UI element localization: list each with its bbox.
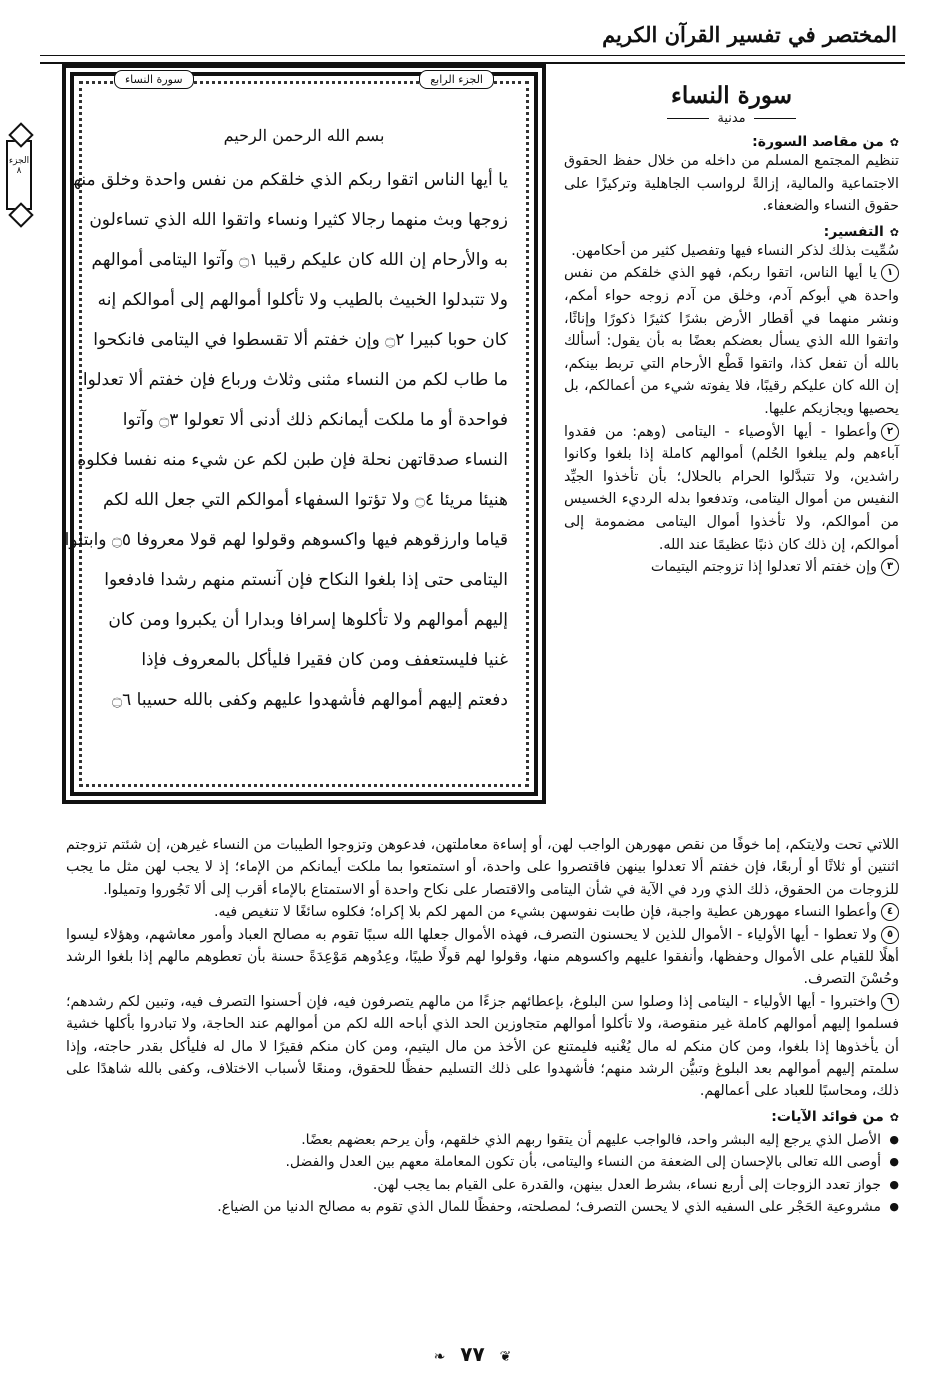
verse-number-badge: ٢ [881, 423, 899, 441]
quran-line: اليتامى حتى إذا بلغوا النكاح فإن آنستم منهم رشدا فادفعوا [104, 570, 508, 590]
benefits-heading-text: من فوائد الآيات: [771, 1108, 884, 1125]
quran-line: دفعتم إليهم أموالهم فأشهدوا عليهم وكفى بالله حسيبا ۝٦ [112, 690, 508, 710]
verse-4-text: وأعطوا النساء مهورهن عطية واجبة، فإن طابت نفوسهن بشيء من المهر لكم بلا إكراه؛ فكلوه سائغًا لا تنغيص فيه. [213, 904, 877, 921]
quran-line: ما طاب لكم من النساء مثنى وثلاث ورباع فإن خفتم ألا تعدلوا [82, 370, 508, 390]
quran-line: فواحدة أو ما ملكت أيمانكم ذلك أدنى ألا تعولوا ۝٣ وآتوا [122, 410, 508, 430]
quran-line: قياما وارزقوهم فيها واكسوهم وقولوا لهم قولا معروفا ۝٥ وابتلوا [64, 530, 508, 550]
benefit-item: ● الأصل الذي يرجع إليه البشر واحد، فالواجب عليهم أن يتقوا ربهم الذي خلقهم، وأن يرحم بعضهم بعضًا. [66, 1129, 899, 1151]
juz-label: الجزء الرابع [419, 70, 494, 89]
benefit-item: ● أوصى الله تعالى بالإحسان إلى الضعفة من النساء واليتامى، بأن تكون المعاملة معهم بين العدل والفضل. [66, 1151, 899, 1173]
verse-2-text: وأعطوا - أيها الأوصياء - اليتامى (وهم: من فقدوا آباءهم ولم يبلغوا الحُلم) أموالهم كاملة إذا بلغوا وكانوا راشدين، ولا تتبدَّلوا الحرام بالحلال؛ بأن تأخذوا الجيِّد النفيس من أموال اليتامى، وتدفعوا بدله الرديء الخسيس من أموالكم، ولا تأخذوا أموال اليتامى مضمومة إلى أموالكم، إن ذلك كان ذنبًا عظيمًا عند الله. [564, 423, 899, 553]
book-title: المختصر في تفسير القرآن الكريم [602, 22, 897, 47]
verse-3-tafsir-start [564, 556, 899, 579]
quran-line: زوجها وبث منهما رجالا كثيرا ونساء واتقوا الله الذي تساءلون [89, 210, 508, 230]
objectives-heading-text: من مقاصد السورة: [752, 134, 884, 150]
verse-number-badge: ٤ [881, 903, 899, 921]
benefits-list [66, 1129, 899, 1219]
quran-line: هنيئا مريئا ۝٤ ولا تؤتوا السفهاء أموالكم التي جعل الله لكم [102, 490, 508, 510]
verse-1-text: يا أيها الناس، اتقوا ربكم، فهو الذي خلقكم من نفس واحدة هي أبوكم آدم، وخلق من آدم زوجه حواء أمكم، ونشر منهما في أقطار الأرض بشرًا كثيرًا ذكورًا وإناثًا، واتقوا الله الذي يسأل بعضكم بعضًا به بأن يقول: أسألك بالله أن تفعل كذا، واتقوا قَطْع الأرحام التي تربط بينكم، إن الله كان عليكم رقيبًا، فلا يفوته شيء من أعمالكم، بل يحصيها ويجازيكم عليها. [564, 265, 899, 417]
verse-4-tafsir [66, 901, 899, 923]
flower-icon: ✿ [889, 225, 899, 239]
benefit-item: ● مشروعية الحَجْر على السفيه الذي لا يحسن التصرف؛ لمصلحته، وحفظًا للمال الذي تقوم به مصالح الدنيا من الضياع. [66, 1196, 899, 1218]
verse-3-continued: اللاتي تحت ولايتكم، إما خوفًا من نقص مهورهن الواجب لهن، أو إساءة معاملتهن، فدعوهن وتزوجوا الطيبات من النساء غيرهن، إن شئتم تزوجتم اثنتين أو ثلاثًا أو أربعًا، فإن خفتم ألا تعدلوا بينهن فاقتصروا على واحدة، أو استمتعوا بما ملكت أيمانكم من الإماء؛ إذ لا يجب لهن مثل ما يجب للزوجات من الحقوق، ذلك الذي ورد في الآية في شأن اليتامى والاقتصار على نكاح واحدة أو الاستمتاع بالإماء أقرب إلى ألا تَجُوروا وتميلوا. [66, 837, 899, 898]
tafsir-heading [564, 224, 899, 240]
mushaf-lines [64, 160, 508, 720]
tafsir-heading-text: التفسير: [823, 223, 884, 240]
quran-line: به والأرحام إن الله كان عليكم رقيبا ۝١ وآتوا اليتامى أموالهم [91, 250, 508, 270]
quran-line: النساء صدقاتهن نحلة فإن طبن لكم عن شيء منه نفسا فكلوه [77, 450, 508, 470]
verse-5-tafsir [66, 924, 899, 991]
juz-side-tab [6, 140, 32, 210]
basmala: بسم الله الرحمن الرحيم [223, 126, 385, 145]
revelation-type [564, 111, 899, 126]
page-number: ٧٧ [460, 1342, 485, 1366]
verse-1-tafsir [564, 262, 899, 420]
objectives-text: تنظيم المجتمع المسلم من داخله من خلال حفظ الحقوق الاجتماعية والمالية، إزالةً لرواسب الجاهلية وتركيزًا على حقوق النساء والضعفاء. [564, 153, 899, 215]
page-footer [0, 1342, 945, 1366]
surah-label: سورة النساء [114, 70, 194, 89]
tafsir-full-width [66, 834, 899, 1219]
flower-icon: ✿ [889, 1110, 899, 1124]
flower-icon: ✿ [889, 136, 899, 149]
verse-6-text: واختبروا - أيها الأولياء - اليتامى إذا وصلوا سن البلوغ، بإعطائهم جزءًا من مالهم يتصرفون فيه، فإن أحسنوا التصرف فيه، وتبين لكم رشدهم؛ فسلموا إليهم أموالهم كاملة غير منقوصة، ولا تأكلوا أموالهم متجاوزين الحد الذي أباحه الله لكم من أموالهم عند الحاجة، ولا تبادروا بأكلها خشية أن يأخذوها إذا بلغوا، ومن كان منكم له مال يُغْنيه فليمتنع عن الأخذ من مال اليتيم، ومن كان منكم فقيرًا لا مال له فليأكل بقدر حاجته، وإذا سلمتم إليهم أموالهم بعد البلوغ وتبيُّن الرشد منهم؛ فأشهدوا على ذلك التسليم حفظًا للحقوق، ومنعًا لأسباب الاختلاف، وكفى بالله شاهدًا على ذلك، ومحاسبًا للعباد على أعمالهم. [66, 993, 899, 1100]
quran-line: كان حوبا كبيرا ۝٢ وإن خفتم ألا تقسطوا في اليتامى فانكحوا [93, 330, 508, 350]
benefits-heading [66, 1109, 899, 1125]
revelation-label: مدنية [717, 111, 746, 126]
surah-title: سورة النساء [671, 82, 792, 109]
quran-line: يا أيها الناس اتقوا ربكم الذي خلقكم من نفس واحدة وخلق منها [68, 170, 508, 190]
header-rule [40, 55, 905, 56]
mushaf-frame [62, 64, 546, 804]
verse-number-badge: ٣ [881, 558, 899, 576]
objectives-heading [564, 134, 899, 150]
benefit-item: ● جواز تعدد الزوجات إلى أربع نساء، بشرط العدل بينهن، والقدرة على القيام بما يجب لهن. [66, 1174, 899, 1196]
ornament-icon: ❧ [433, 1349, 446, 1365]
verse-2-tafsir [564, 421, 899, 557]
juz-side-tab-label: الجزء ٨ [8, 156, 30, 177]
quran-line: غنيا فليستعفف ومن كان فقيرا فليأكل بالمعروف فإذا [141, 650, 508, 670]
quran-line: إليهم أموالهم ولا تأكلوها إسرافا وبدارا أن يكبروا ومن كان [108, 610, 508, 630]
mushaf-labels [114, 70, 494, 92]
quran-line: ولا تتبدلوا الخبيث بالطيب ولا تأكلوا أموالهم إلى أموالكم إنه [97, 290, 508, 310]
verse-number-badge: ١ [881, 264, 899, 282]
ornament-icon: ❦ [499, 1349, 512, 1365]
verse-6-tafsir [66, 991, 899, 1103]
verse-5-text: ولا تعطوا - أيها الأولياء - الأموال للذين لا يحسنون التصرف، فهذه الأموال جعلها الله سببًا تقوم به مصالح العباد وأمور معاشهم، وهؤلاء ليسوا أهلًا للقيام على الأموال وحفظها، وأنفقوا عليهم واكسوهم منها، وقولوا لهم قولًا طيبًا، وعِدُوهم مَوْعِدَةً حسنة بأن تعطوهم مالهم إذا بلغوا الرشد وحُسْنَ التصرف. [66, 926, 899, 988]
page-header [40, 14, 905, 64]
tafsir-side-column [564, 76, 899, 579]
verse-3-start-text: وإن خفتم ألا تعدلوا إذا تزوجتم اليتيمات [650, 559, 877, 576]
verse-number-badge: ٥ [881, 926, 899, 944]
tafsir-intro: سُمِّيت بذلك لذكر النساء فيها وتفصيل كثير من أحكامهن. [571, 242, 899, 259]
verse-number-badge: ٦ [881, 993, 899, 1011]
